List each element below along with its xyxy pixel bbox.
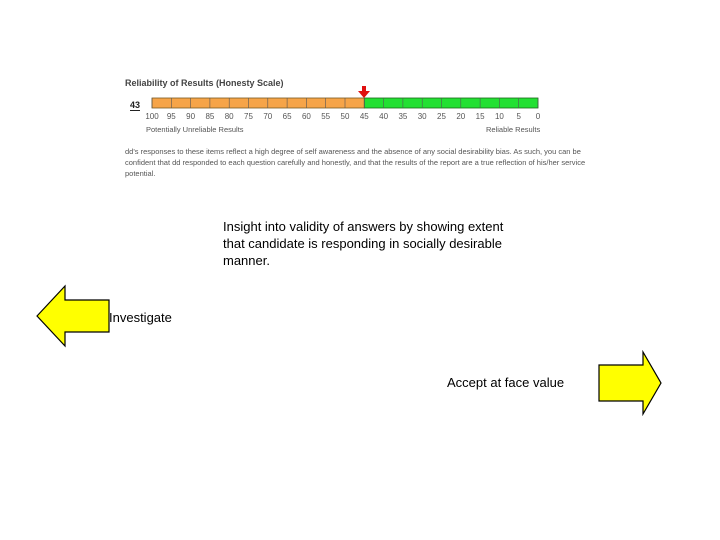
result-paragraph: dd's responses to these items reflect a high degree of self awareness and the absence of any social desirability bias. As such, you can be confident that dd responded to each question carefully and honestly, and that the results of the report are a true reflection of his/her service potential. <box>125 147 586 178</box>
reliable-segment <box>364 98 538 108</box>
tick-label: 20 <box>456 112 466 121</box>
unreliable-label: Potentially Unreliable Results <box>146 125 244 134</box>
tick-label: 10 <box>494 112 504 121</box>
report-title: Reliability of Results (Honesty Scale) <box>125 78 284 88</box>
tick-label: 25 <box>437 112 446 121</box>
tick-label: 40 <box>379 112 389 121</box>
unreliable-segment <box>152 98 364 108</box>
tick-label: 45 <box>359 112 369 121</box>
tick-label: 60 <box>301 112 311 121</box>
tick-label: 90 <box>186 112 196 121</box>
tick-label: 85 <box>205 112 215 121</box>
tick-label: 5 <box>516 112 521 121</box>
score-value: 43 <box>130 100 141 110</box>
tick-label: 55 <box>321 112 331 121</box>
tick-label: 80 <box>224 112 234 121</box>
honesty-scale-bar <box>150 96 540 110</box>
left-arrow-icon <box>35 283 111 349</box>
investigate-label: Investigate <box>109 310 172 325</box>
tick-label: 65 <box>282 112 292 121</box>
tick-label: 75 <box>244 112 253 121</box>
tick-labels <box>145 112 541 124</box>
accept-label: Accept at face value <box>447 375 565 390</box>
tick-label: 50 <box>340 112 350 121</box>
tick-label: 35 <box>398 112 408 121</box>
tick-marks <box>152 98 538 108</box>
tick-label: 30 <box>417 112 427 121</box>
scale-svg <box>150 96 540 110</box>
tick-label: 70 <box>263 112 273 121</box>
tick-label: 100 <box>145 112 159 121</box>
reliable-label: Reliable Results <box>486 125 541 134</box>
insight-text: Insight into validity of answers by showing extent that candidate is responding in socially desirable manner. <box>223 219 504 268</box>
score-marker-icon <box>358 86 370 98</box>
tick-label: 0 <box>535 112 541 121</box>
tick-label: 15 <box>475 112 485 121</box>
right-arrow-icon <box>597 350 663 416</box>
tick-label: 95 <box>166 112 176 121</box>
